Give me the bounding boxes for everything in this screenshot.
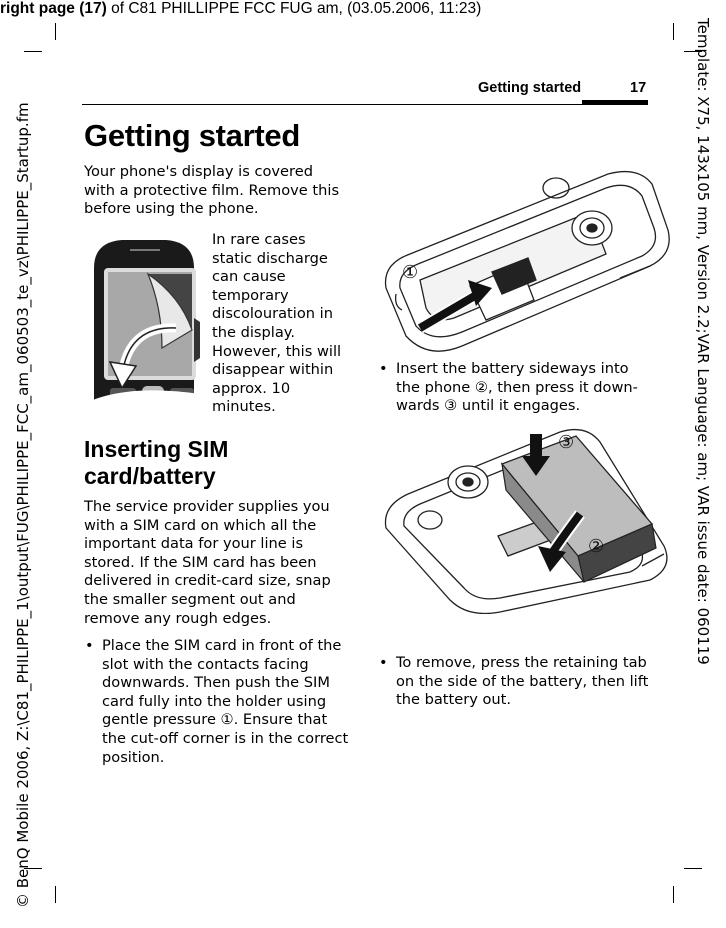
copyright-path: © BenQ Mobile 2006, Z:\C81_PHILIPPE_1\output\FUG\PHILIPPE_FCC_am_060503_te_vz\PHILIPPE_Startup.fm xyxy=(14,102,32,908)
sim-instructions xyxy=(84,637,350,767)
print-header-page: right page (17) xyxy=(0,0,107,17)
battery-insert-instructions xyxy=(378,360,650,416)
header-rule xyxy=(82,104,648,105)
crop-mark xyxy=(55,886,56,903)
crop-mark xyxy=(684,868,702,869)
section-paragraph: The service provider supplies you with a SIM card on which all the important data for your line is stored. If the SIM card has been delivered in credit-card size, snap the smaller segment out and remove any rough edges. xyxy=(84,498,331,627)
phone-film-illustration xyxy=(88,238,200,402)
intro-paragraph: Your phone's display is covered with a protective film. Remove this before using the phone. xyxy=(84,163,340,218)
sim-step-label: ① xyxy=(402,262,419,283)
template-info: Template: X75, 143x105 mm, Version 2.2;VAR Language: am; VAR issue date: 060119 xyxy=(694,18,712,665)
running-title: Getting started xyxy=(478,80,582,96)
crop-mark xyxy=(673,23,674,40)
section-title: Inserting SIM card/battery xyxy=(84,436,229,489)
list-item: • To remove, press the retaining tab on the side of the battery, then lift the battery out. xyxy=(378,654,650,710)
battery-remove-instructions xyxy=(378,654,650,710)
sim-card-illustration xyxy=(380,168,672,354)
crop-mark xyxy=(55,23,56,40)
page-number-rule xyxy=(582,100,648,104)
print-header-info: of C81 PHILLIPPE FCC FUG am, (03.05.2006, 11:23) xyxy=(106,0,482,17)
print-header xyxy=(0,0,481,18)
page-title: Getting started xyxy=(84,118,300,153)
static-discharge-note: In rare cases static discharge can cause temporary discolouration in the display. However, this will disappear within approx. 10 minutes. xyxy=(212,231,342,416)
battery-illustration xyxy=(380,428,672,614)
crop-mark xyxy=(673,886,674,903)
page-number: 17 xyxy=(630,80,647,96)
battery-step3-label: ③ xyxy=(558,432,575,453)
list-item: • Place the SIM card in front of the slot with the contacts facing downwards. Then push the SIM card fully into the holder using gentle pressure ①. Ensure that the cut-off corner is in the correct position. xyxy=(84,637,350,767)
battery-step2-label: ② xyxy=(588,536,605,557)
list-item: • Insert the battery sideways into the phone ②, then press it down-wards ③ until it engages. xyxy=(378,360,650,416)
crop-mark xyxy=(24,51,42,52)
